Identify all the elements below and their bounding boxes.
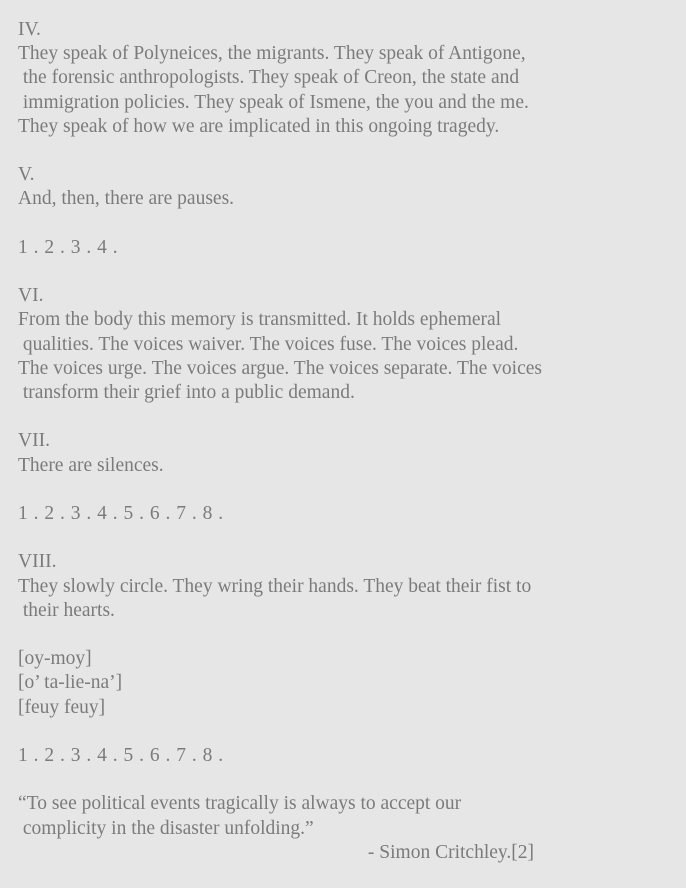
paragraph-line: And, then, there are pauses. bbox=[18, 188, 235, 210]
section-heading: VIII. bbox=[18, 551, 57, 573]
document-body bbox=[18, 18, 548, 865]
section-iv bbox=[18, 18, 548, 139]
spacer bbox=[18, 623, 548, 647]
section-heading: VII. bbox=[18, 430, 50, 452]
paragraph-line: There are silences. bbox=[18, 454, 164, 476]
section-viii bbox=[18, 550, 548, 768]
paragraph-line: From the body this memory is transmitted. It holds ephemeral bbox=[18, 309, 502, 331]
paragraph-line: immigration policies. They speak of Ismene, the you and the me. bbox=[18, 91, 529, 113]
section-vi bbox=[18, 284, 548, 405]
section-heading: V. bbox=[18, 164, 35, 186]
paragraph-line: qualities. The voices waiver. The voices fuse. The voices plead. bbox=[18, 333, 519, 355]
paragraph-line: transform their grief into a public demand. bbox=[18, 382, 355, 403]
quote-block bbox=[18, 792, 548, 865]
section-heading: IV. bbox=[18, 19, 41, 40]
count-sequence: 1 . 2 . 3 . 4 . bbox=[18, 236, 119, 258]
section-heading: VI. bbox=[18, 285, 44, 307]
section-vii bbox=[18, 429, 548, 526]
count-sequence: 1 . 2 . 3 . 4 . 5 . 6 . 7 . 8 . bbox=[18, 502, 224, 524]
lament-line: [feuy feuy] bbox=[18, 696, 106, 718]
paragraph-line: the forensic anthropologists. They speak of Creon, the state and bbox=[18, 67, 520, 89]
spacer bbox=[18, 212, 548, 236]
section-v bbox=[18, 163, 548, 260]
count-sequence: 1 . 2 . 3 . 4 . 5 . 6 . 7 . 8 . bbox=[18, 744, 224, 766]
spacer bbox=[18, 720, 548, 744]
spacer bbox=[18, 526, 548, 550]
spacer bbox=[18, 260, 548, 284]
spacer bbox=[18, 405, 548, 429]
paragraph-line: their hearts. bbox=[18, 599, 115, 621]
paragraph-line: The voices urge. The voices argue. The voices separate. The voices bbox=[18, 357, 542, 379]
spacer bbox=[18, 139, 548, 163]
lament-line: [oy-moy] bbox=[18, 648, 92, 670]
quote-line: complicity in the disaster unfolding.” bbox=[18, 817, 314, 839]
quote-line: “To see political events tragically is always to accept our bbox=[18, 793, 462, 815]
quote-attribution: - Simon Critchley.[2] bbox=[367, 841, 534, 863]
spacer bbox=[18, 768, 548, 792]
paragraph-line: They speak of how we are implicated in this ongoing tragedy. bbox=[18, 115, 500, 137]
paragraph-line: They speak of Polyneices, the migrants. They speak of Antigone, bbox=[18, 43, 526, 65]
spacer bbox=[18, 478, 548, 502]
paragraph-line: They slowly circle. They wring their hands. They beat their fist to bbox=[18, 575, 532, 597]
lament-line: [o’ ta-lie-na’] bbox=[18, 672, 123, 694]
